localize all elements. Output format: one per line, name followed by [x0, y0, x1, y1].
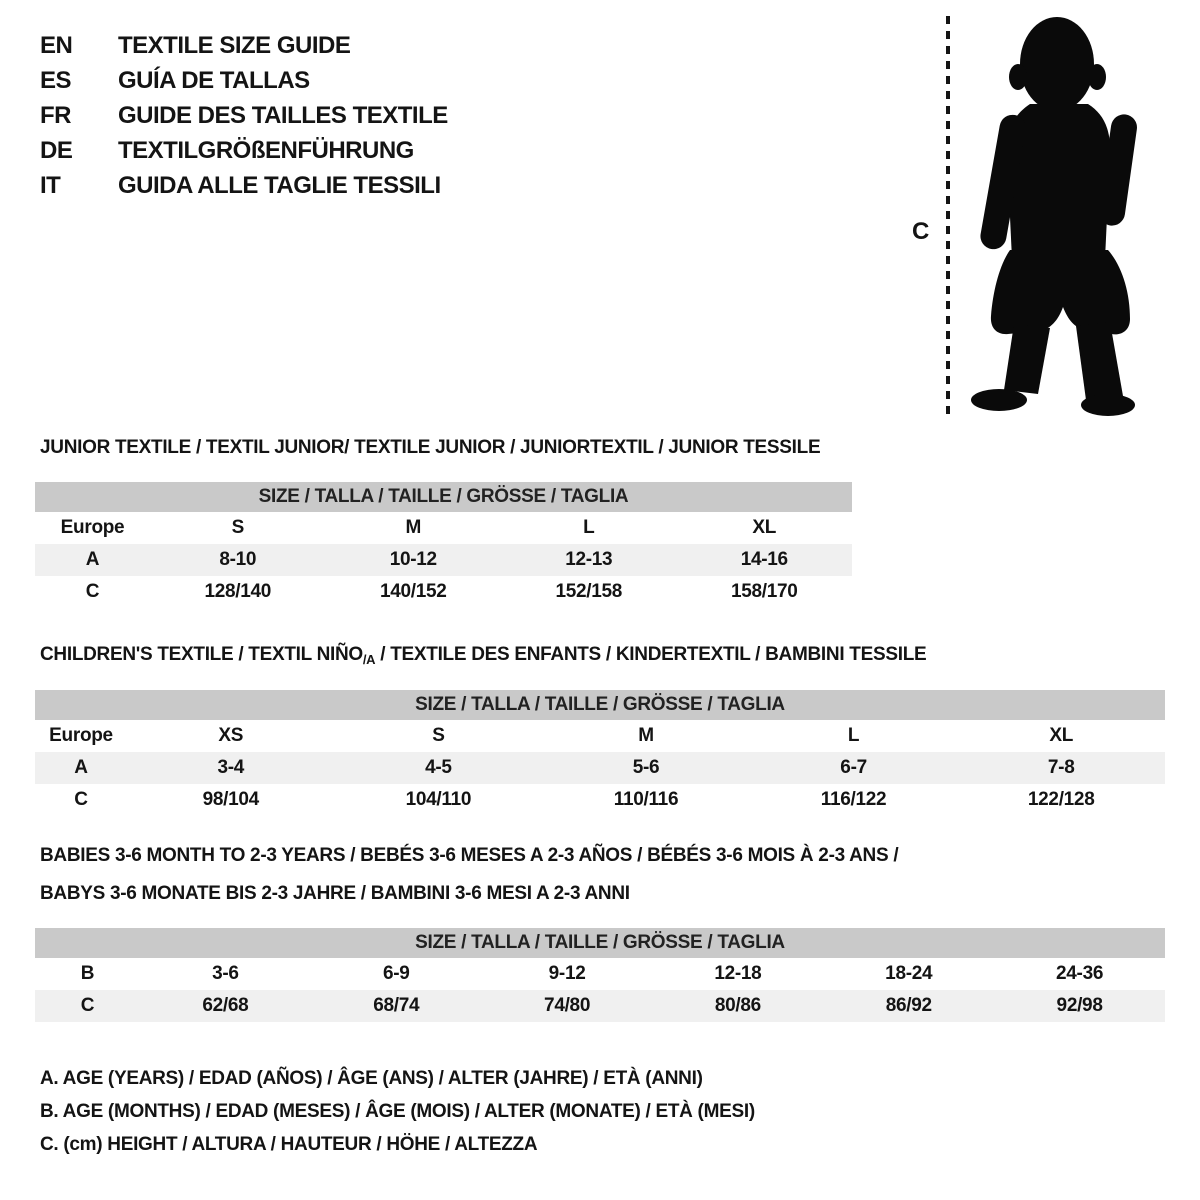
children-section-title [40, 644, 926, 667]
row-label: Europe [60, 517, 125, 538]
cell: 5-6 [542, 752, 750, 784]
row-label: A [35, 544, 150, 576]
table-row-europe [35, 720, 1165, 752]
babies-section-title-line2: BABYS 3-6 MONATE BIS 2-3 JAHRE / BAMBINI 3-6 MESI A 2-3 ANNI [40, 883, 630, 904]
toddler-silhouette-icon [970, 14, 1162, 420]
table-row-height [35, 990, 1165, 1022]
cell: XL [752, 517, 777, 538]
language-code: DE [40, 136, 73, 164]
size-header-band: SIZE / TALLA / TAILLE / GRÖSSE / TAGLIA [35, 928, 1165, 958]
babies-size-table [35, 928, 1165, 1022]
footnote-age-years: A. AGE (YEARS) / EDAD (AÑOS) / ÂGE (ANS) / ALTER (JAHRE) / ETÀ (ANNI) [40, 1068, 703, 1089]
table-row-months [35, 958, 1165, 990]
cell: 3-6 [212, 963, 239, 984]
language-row-es [40, 63, 448, 98]
footnote-legend [40, 1068, 755, 1167]
children-size-table [35, 690, 1165, 816]
cell: 6-7 [750, 752, 958, 784]
cell: M [405, 517, 422, 538]
row-label: C [85, 581, 100, 602]
cell: 104/110 [405, 789, 472, 810]
cell: 68/74 [311, 990, 482, 1022]
cell: 6-9 [382, 963, 410, 984]
cell: 116/122 [820, 789, 887, 810]
cell: 140/152 [379, 581, 447, 602]
footnote-height-cm: C. (cm) HEIGHT / ALTURA / HAUTEUR / HÖHE / ALTEZZA [40, 1134, 538, 1155]
row-label: C [74, 789, 88, 810]
cell: 14-16 [677, 544, 853, 576]
children-title-post: / TEXTILE DES ENFANTS / KINDERTEXTIL / BAMBINI TESSILE [375, 644, 927, 665]
cell: 24-36 [1056, 963, 1104, 984]
cell: XS [218, 725, 244, 746]
cell: S [432, 725, 445, 746]
cell: 92/98 [994, 990, 1165, 1022]
table-row-height [35, 576, 852, 608]
cell: 122/128 [1027, 789, 1095, 810]
cell: 12-18 [714, 963, 762, 984]
cell: 98/104 [202, 789, 259, 810]
cell: 80/86 [652, 990, 823, 1022]
children-title-pre: CHILDREN'S TEXTILE / TEXTIL NIÑO [40, 644, 363, 665]
cell: L [583, 517, 595, 538]
language-row-en [40, 28, 448, 63]
size-header-band: SIZE / TALLA / TAILLE / GRÖSSE / TAGLIA [35, 482, 852, 512]
language-row-it [40, 168, 448, 203]
size-header-band: SIZE / TALLA / TAILLE / GRÖSSE / TAGLIA [35, 690, 1165, 720]
language-label: TEXTILE SIZE GUIDE [118, 31, 351, 59]
language-label: GUIDA ALLE TAGLIE TESSILI [118, 171, 441, 199]
cell: 4-5 [335, 752, 543, 784]
cell: 8-10 [150, 544, 326, 576]
table-row-europe [35, 512, 852, 544]
cell: XL [1049, 725, 1074, 746]
cell: 158/170 [730, 581, 798, 602]
cell: 86/92 [823, 990, 994, 1022]
footnote-age-months: B. AGE (MONTHS) / EDAD (MESES) / ÂGE (MOIS) / ALTER (MONATE) / ETÀ (MESI) [40, 1101, 755, 1122]
cell: 9-12 [548, 963, 586, 984]
language-label: TEXTILGRÖßENFÜHRUNG [118, 136, 414, 164]
height-measure-dashed-line [944, 14, 952, 416]
junior-section-title: JUNIOR TEXTILE / TEXTIL JUNIOR/ TEXTILE JUNIOR / JUNIORTEXTIL / JUNIOR TESSILE [40, 437, 821, 458]
table-row-age [35, 544, 852, 576]
row-label: Europe [49, 725, 113, 746]
cell: 128/140 [204, 581, 272, 602]
table-header-row [35, 482, 852, 512]
cell: 18-24 [885, 963, 933, 984]
table-row-age [35, 752, 1165, 784]
language-code: IT [40, 171, 61, 199]
junior-size-table [35, 482, 852, 608]
babies-section-title-line1: BABIES 3-6 MONTH TO 2-3 YEARS / BEBÉS 3-6 MESES A 2-3 AÑOS / BÉBÉS 3-6 MOIS À 2-3 ANS / [40, 845, 899, 866]
language-title-list [40, 28, 448, 203]
cell: 74/80 [482, 990, 653, 1022]
cell: 110/116 [613, 789, 679, 810]
row-label: C [35, 990, 140, 1022]
language-code: FR [40, 101, 71, 129]
cell: 7-8 [957, 752, 1165, 784]
cell: M [638, 725, 654, 746]
language-label: GUÍA DE TALLAS [118, 66, 310, 94]
row-label: B [80, 963, 95, 984]
language-code: ES [40, 66, 72, 94]
cell: 152/158 [555, 581, 623, 602]
row-label: A [35, 752, 127, 784]
language-row-fr [40, 98, 448, 133]
cell: 10-12 [326, 544, 502, 576]
cell: S [231, 517, 244, 538]
language-row-de [40, 133, 448, 168]
language-code: EN [40, 31, 73, 59]
cell: L [847, 725, 860, 746]
table-row-height [35, 784, 1165, 816]
figure-height-label: C [912, 218, 930, 245]
children-title-sub: /A [362, 652, 376, 667]
cell: 62/68 [140, 990, 311, 1022]
cell: 12-13 [501, 544, 677, 576]
cell: 3-4 [127, 752, 335, 784]
table-header-row [35, 928, 1165, 958]
table-header-row [35, 690, 1165, 720]
language-label: GUIDE DES TAILLES TEXTILE [118, 101, 448, 129]
